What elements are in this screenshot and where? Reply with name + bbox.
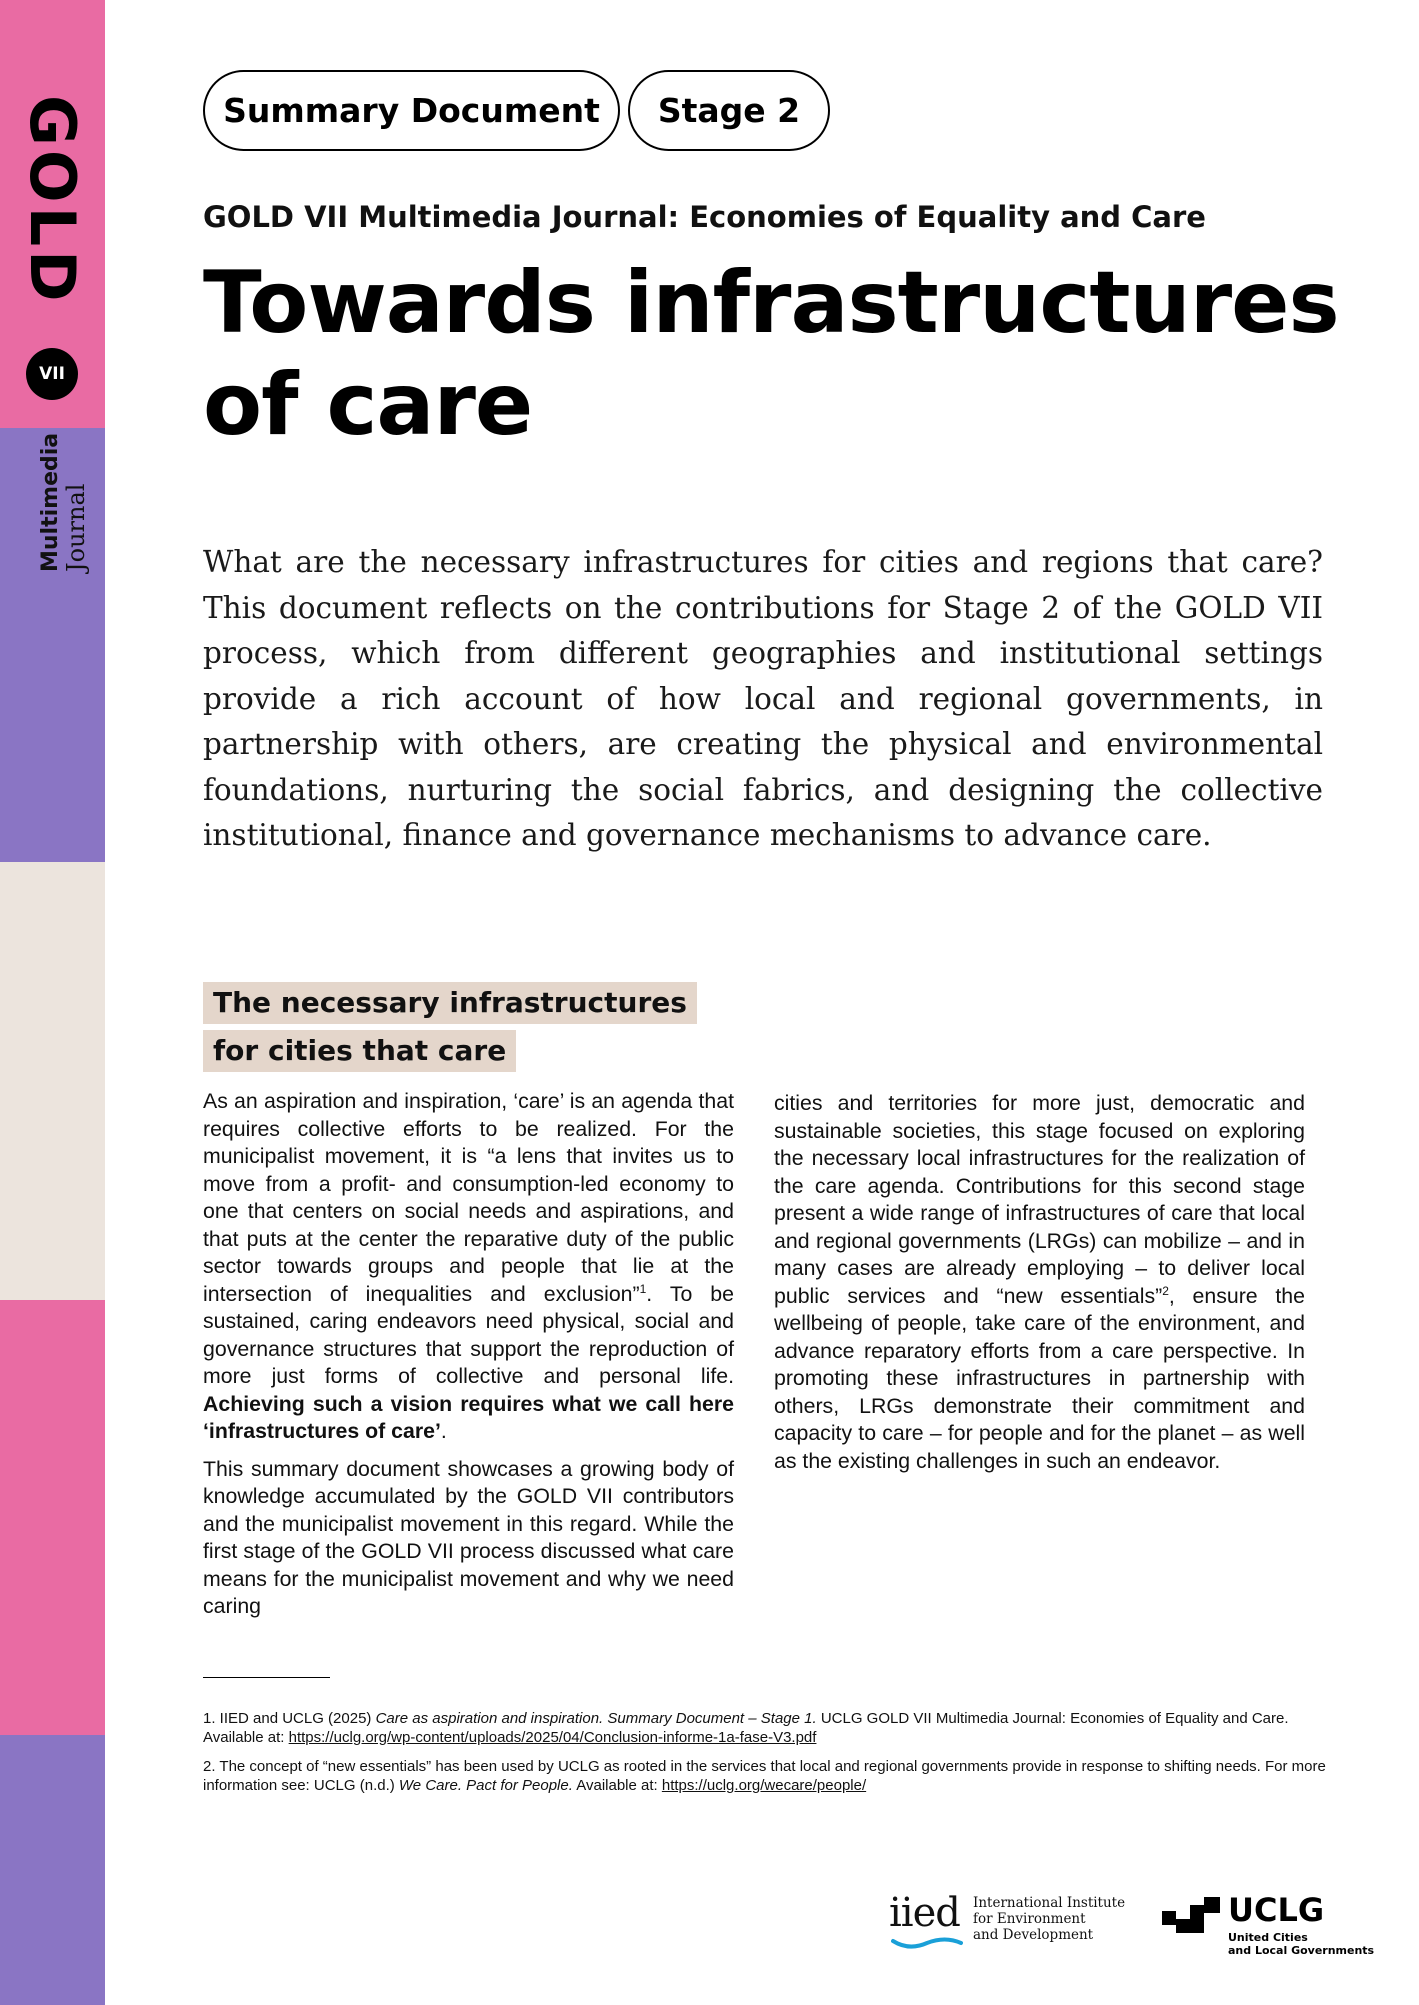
iied-name-line-3: and Development xyxy=(973,1927,1094,1943)
p1-text: As an aspiration and inspiration, ‘care’ is an agenda that requires collective efforts to be realized. For the municipalist movement, it is “a lens that invites us to move from a profit- and consumption-led economy to one that centers on social needs and aspirations, and that puts at the center the reparative duty of the public sector towards groups and people that lie at the intersection of inequalities and exclusion” xyxy=(203,1089,734,1306)
body-column-right xyxy=(774,1090,1305,1485)
footnote-2-text: 2. The concept of “new essentials” has been used by UCLG as rooted in the services that local and regional governments provide in response to shifting needs. For more information see: UCLG (n.d.) xyxy=(203,1758,1326,1794)
journal-label: Journal xyxy=(62,483,90,572)
p3-text: cities and territories for more just, democratic and sustainable societies, this stage focused on exploring the necessary local infrastructures for the realization of the care agenda. Contributions for this second stage present a wide range of infrastructures of care that local and regional governments (LRGs) can mobilize – and in many cases are already employing – to deliver local public services and “new essentials” xyxy=(774,1091,1305,1308)
footnote-1 xyxy=(203,1710,1343,1747)
stage-pill: Stage 2 xyxy=(628,70,830,151)
uclg-subtitle-line-1: United Cities xyxy=(1228,1931,1308,1944)
iied-name-line-1: International Institute xyxy=(973,1895,1126,1911)
footnote-1-title: Care as aspiration and inspiration. Summary Document – Stage 1. xyxy=(375,1710,817,1727)
body-paragraph-1 xyxy=(203,1088,734,1446)
section-heading xyxy=(203,982,697,1072)
title-line-2: of care xyxy=(203,355,533,455)
iied-logo xyxy=(889,1890,1126,1953)
gold-logo-badge: VII xyxy=(26,348,78,400)
title-line-1: Towards infrastructures xyxy=(203,253,1339,353)
footnotes xyxy=(203,1710,1343,1806)
footnote-1-text-b: UCLG GOLD VII Multimedia Journal: Economies of Equality and Care. Available at: xyxy=(203,1710,1289,1746)
header-pills xyxy=(203,70,830,151)
p1-text-cont: . To be sustained, caring endeavors need physical, social and governance structures that support the reproduction of more just forms of collective and personal life. xyxy=(203,1281,734,1388)
uclg-logo xyxy=(1162,1893,1374,1957)
multimedia-journal-label xyxy=(40,433,88,572)
footnote-divider xyxy=(203,1677,330,1678)
sidebar-segment-pink-lower xyxy=(0,1300,105,1735)
sidebar-segment-beige xyxy=(0,862,105,1300)
body-paragraph-2: This summary document showcases a growing body of knowledge accumulated by the GOLD VII contributors and the municipalist movement in this regard. While the first stage of the GOLD VII process discussed what care means for the municipalist movement and why we need caring xyxy=(203,1456,734,1618)
section-heading-line-2: for cities that care xyxy=(203,1030,516,1072)
p1-bold-text: Achieving such a vision requires what we call here ‘infrastructures of care’ xyxy=(203,1391,734,1443)
footnote-ref-2[interactable]: 2 xyxy=(1162,1283,1169,1298)
gold-logo-word: GOLD xyxy=(16,95,89,306)
intro-paragraph: What are the necessary infrastructures for cities and regions that care? This document reflects on the contributions for Stage 2 of the GOLD VII process, which from different geographies and institutional settings provide a rich account of how local and regional governments, in partnership with others, are creating the physical and environmental foundations, nurturing the social fabrics, and designing the collective institutional, finance and governance mechanisms to advance care. xyxy=(203,545,1323,852)
body-paragraph-3 xyxy=(774,1090,1305,1475)
p3-text-cont: , ensure the wellbeing of people, take care of the environment, and advance reparatory efforts from a care perspective. In promoting these infrastructures in partnership with others, LRGs demonstrate their commitment and capacity to care – for people and for the planet – as well as the existing challenges in such an endeavor. xyxy=(774,1283,1305,1473)
journal-subtitle: GOLD VII Multimedia Journal: Economies of Equality and Care xyxy=(203,200,1206,234)
uclg-mark-icon xyxy=(1162,1897,1222,1941)
iied-logo-word: iied xyxy=(889,1890,960,1936)
footnote-2-link[interactable]: https://uclg.org/wecare/people/ xyxy=(661,1776,867,1794)
uclg-subtitle-line-2: and Local Governments xyxy=(1228,1944,1375,1957)
footnote-2-text-b: Available at: xyxy=(572,1776,662,1794)
footnote-2-title: We Care. Pact for People. xyxy=(398,1776,573,1794)
page-title xyxy=(203,252,1353,456)
iied-name-line-2: for Environment xyxy=(973,1911,1086,1927)
footnote-2 xyxy=(203,1758,1343,1795)
footnote-ref-1[interactable]: 1 xyxy=(639,1281,647,1296)
iied-name xyxy=(973,1895,1125,1943)
sidebar-segment-purple-lower xyxy=(0,1735,105,2005)
section-heading-line-1: The necessary infrastructures xyxy=(203,982,697,1024)
uclg-name: UCLG xyxy=(1228,1891,1325,1929)
summary-document-pill: Summary Document xyxy=(203,70,620,151)
footnote-1-link[interactable]: https://uclg.org/wp-content/uploads/2025/04/Conclusion-informe-1a-fase-V3.pdf xyxy=(288,1728,817,1746)
sidebar-band xyxy=(0,0,105,2005)
iied-wave-icon xyxy=(891,1937,963,1951)
iied-mark xyxy=(889,1890,965,1953)
body-column-left xyxy=(203,1088,734,1631)
footnote-1-text: 1. IIED and UCLG (2025) xyxy=(203,1710,376,1727)
uclg-text xyxy=(1228,1893,1374,1957)
p1-end: . xyxy=(440,1419,447,1443)
multimedia-label: Multimedia xyxy=(38,432,63,572)
